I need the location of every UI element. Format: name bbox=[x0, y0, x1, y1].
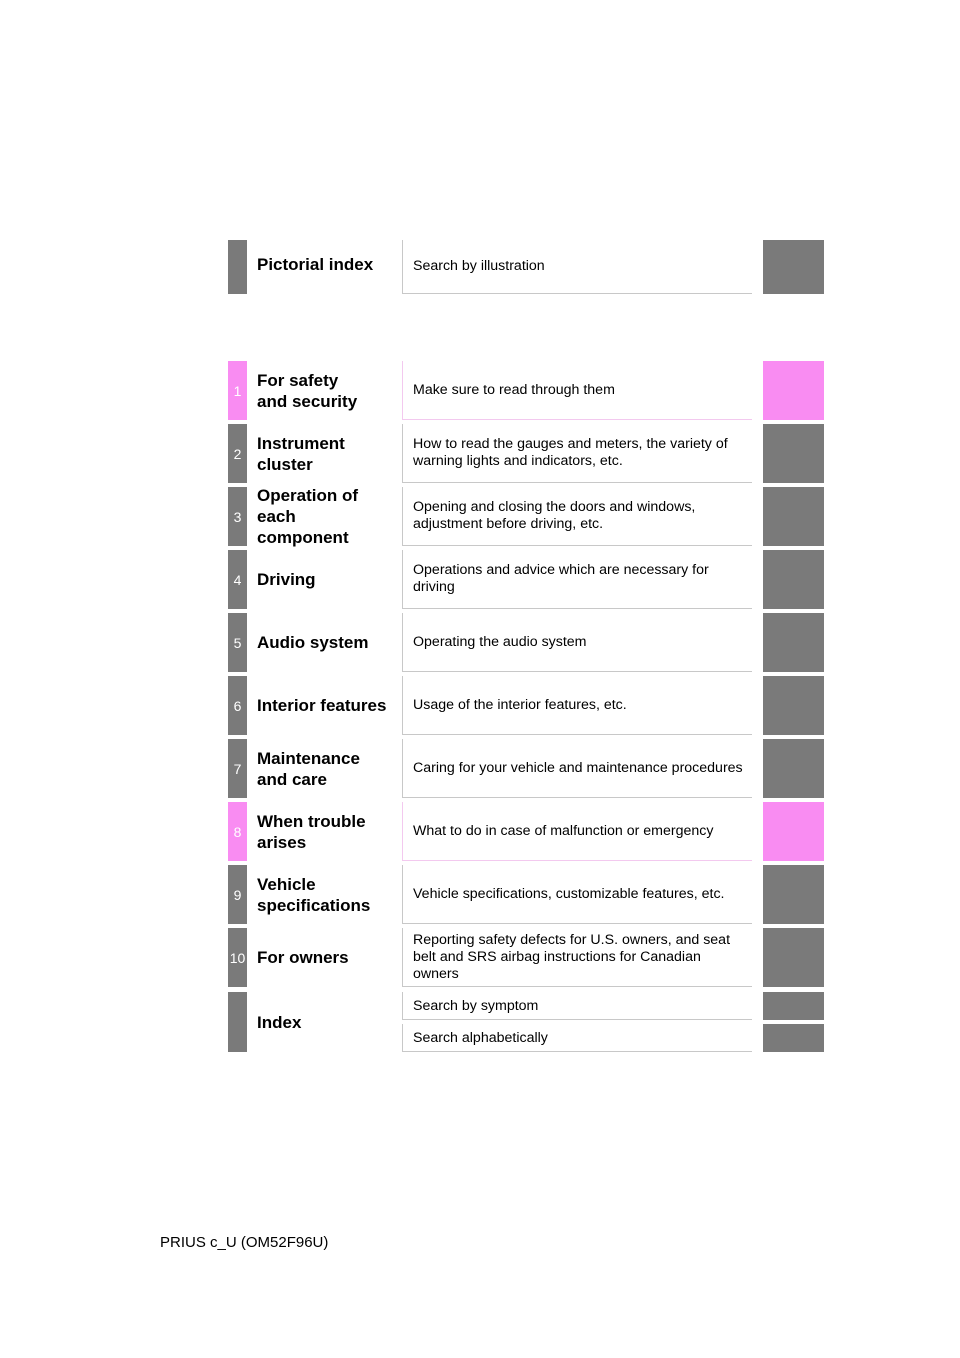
chapter-8[interactable] bbox=[228, 802, 824, 861]
section-title: Pictorial index bbox=[257, 255, 374, 274]
chapter-2[interactable] bbox=[228, 424, 824, 483]
chapter-description: Opening and closing the doors and windows, adjustment before driving, etc. bbox=[402, 487, 752, 546]
chapter-title: For safety and security bbox=[257, 370, 358, 411]
chapter-title: For owners bbox=[257, 948, 349, 967]
section-index bbox=[228, 992, 824, 1052]
thumb-tab[interactable] bbox=[763, 613, 824, 672]
thumb-tab[interactable] bbox=[763, 240, 824, 294]
chapter-description: Operating the audio system bbox=[402, 613, 752, 672]
chapter-description: Make sure to read through them bbox=[402, 361, 752, 420]
thumb-tab[interactable] bbox=[763, 676, 824, 735]
chapter-description: Usage of the interior features, etc. bbox=[402, 676, 752, 735]
thumb-tab[interactable] bbox=[763, 550, 824, 609]
chapter-title: Vehicle specifications bbox=[257, 874, 371, 915]
thumb-tab[interactable] bbox=[763, 992, 824, 1020]
chapter-number: 6 bbox=[228, 676, 247, 735]
thumb-tab[interactable] bbox=[763, 487, 824, 546]
chapter-6[interactable] bbox=[228, 676, 824, 735]
chapter-3[interactable] bbox=[228, 487, 824, 546]
chapter-5[interactable] bbox=[228, 613, 824, 672]
chapter-title: Instrument cluster bbox=[257, 433, 345, 474]
thumb-tab[interactable] bbox=[763, 928, 824, 987]
thumb-tab[interactable] bbox=[763, 361, 824, 420]
thumb-tab[interactable] bbox=[763, 802, 824, 861]
thumb-tab[interactable] bbox=[763, 1024, 824, 1052]
chapter-1[interactable] bbox=[228, 361, 824, 420]
chapter-number: 8 bbox=[228, 802, 247, 861]
thumb-tab[interactable] bbox=[763, 865, 824, 924]
chapter-description: What to do in case of malfunction or emergency bbox=[402, 802, 752, 861]
chapter-number: 9 bbox=[228, 865, 247, 924]
index-symptom-link[interactable]: Search by symptom bbox=[402, 992, 752, 1020]
chapter-description: How to read the gauges and meters, the variety of warning lights and indicators, etc. bbox=[402, 424, 752, 483]
thumb-tab[interactable] bbox=[763, 739, 824, 798]
chapter-9[interactable] bbox=[228, 865, 824, 924]
chapter-number: 1 bbox=[228, 361, 247, 420]
chapter-title: Operation of each component bbox=[257, 486, 359, 547]
chapter-title: When trouble arises bbox=[257, 811, 366, 852]
chapter-description: Caring for your vehicle and maintenance procedures bbox=[402, 739, 752, 798]
chapter-number: 10 bbox=[228, 928, 247, 987]
chapter-number: 4 bbox=[228, 550, 247, 609]
chapter-title: Interior features bbox=[257, 696, 387, 715]
chapter-number: 5 bbox=[228, 613, 247, 672]
thumb-tab[interactable] bbox=[763, 424, 824, 483]
index-alphabetical-link[interactable]: Search alphabetically bbox=[402, 1024, 752, 1052]
tab-marker bbox=[228, 992, 247, 1052]
chapter-title: Driving bbox=[257, 570, 316, 589]
document-code: PRIUS c_U (OM52F96U) bbox=[160, 1234, 329, 1251]
chapter-4[interactable] bbox=[228, 550, 824, 609]
chapter-title: Audio system bbox=[257, 633, 369, 652]
chapter-description: Reporting safety defects for U.S. owners, and seat belt and SRS airbag instructions for Canadian owners bbox=[402, 928, 752, 987]
chapter-10[interactable] bbox=[228, 928, 824, 987]
chapter-description: Operations and advice which are necessary for driving bbox=[402, 550, 752, 609]
chapter-description: Vehicle specifications, customizable features, etc. bbox=[402, 865, 752, 924]
section-title: Index bbox=[257, 1012, 302, 1032]
chapter-number: 2 bbox=[228, 424, 247, 483]
chapter-number: 3 bbox=[228, 487, 247, 546]
section-description: Search by illustration bbox=[402, 240, 752, 294]
section-pictorial-index[interactable] bbox=[228, 240, 824, 294]
tab-marker bbox=[228, 240, 247, 294]
chapter-7[interactable] bbox=[228, 739, 824, 798]
chapter-title: Maintenance and care bbox=[257, 748, 360, 789]
chapter-number: 7 bbox=[228, 739, 247, 798]
